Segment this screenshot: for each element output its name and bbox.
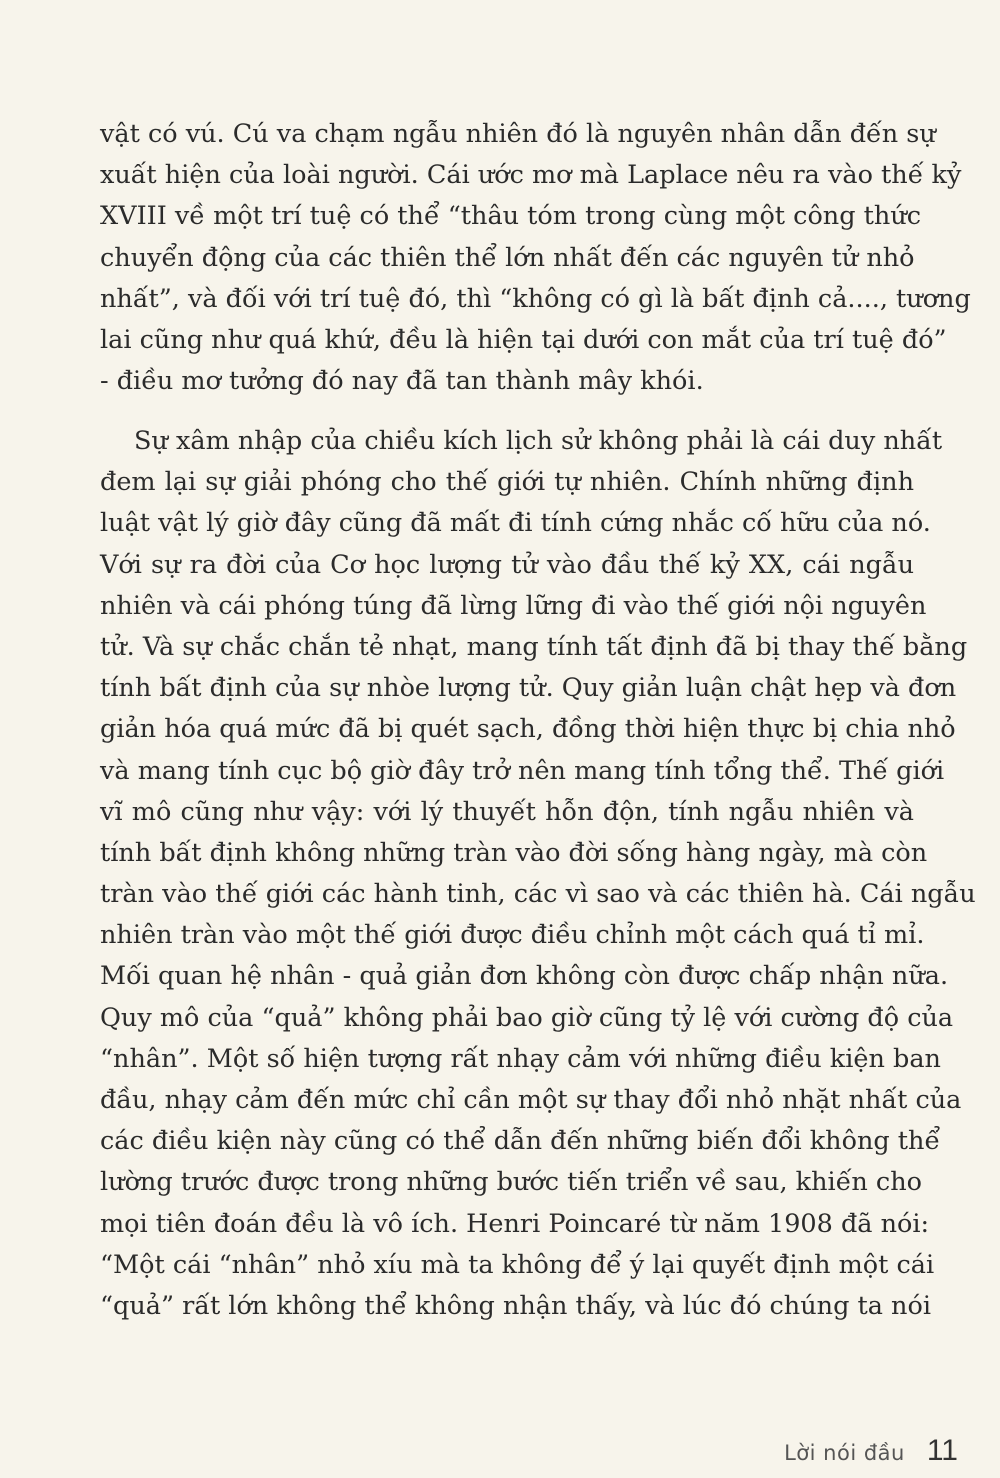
page-number: 11 bbox=[926, 1434, 958, 1467]
text-line: đầu, nhạy cảm đến mức chỉ cần một sự thay đổi nhỏ nhặt nhất của bbox=[100, 1085, 962, 1115]
text-line: lường trước được trong những bước tiến triển về sau, khiến cho bbox=[100, 1167, 922, 1198]
text-line: các điều kiện này cũng có thể dẫn đến những biến đổi không thể bbox=[100, 1126, 941, 1157]
running-footer-title: Lời nói đầu bbox=[784, 1441, 905, 1465]
text-line: nhiên và cái phóng túng đã lừng lững đi vào thế giới nội nguyên bbox=[100, 590, 927, 621]
text-line: vĩ mô cũng như vậy: với lý thuyết hỗn độn, tính ngẫu nhiên và bbox=[100, 796, 914, 827]
text-line: tử. Và sự chắc chắn tẻ nhạt, mang tính tất định đã bị thay thế bằng bbox=[100, 631, 968, 662]
text-line: “quả” rất lớn không thể không nhận thấy, và lúc đó chúng ta nói bbox=[100, 1290, 931, 1321]
text-line: “Một cái “nhân” nhỏ xíu mà ta không để ý lại quyết định một cái bbox=[100, 1249, 935, 1280]
text-line: - điều mơ tưởng đó nay đã tan thành mây khói. bbox=[100, 366, 704, 397]
text-line: “nhân”. Một số hiện tượng rất nhạy cảm với những điều kiện ban bbox=[100, 1043, 941, 1074]
text-line: Quy mô của “quả” không phải bao giờ cũng tỷ lệ với cường độ của bbox=[100, 1002, 954, 1033]
text-line: tràn vào thế giới các hành tinh, các vì sao và các thiên hà. Cái ngẫu bbox=[100, 879, 976, 910]
text-line: và mang tính cục bộ giờ đây trở nên mang tính tổng thể. Thế giới bbox=[100, 755, 945, 786]
text-line: chuyển động của các thiên thể lớn nhất đến các nguyên tử nhỏ bbox=[100, 242, 915, 273]
paragraph-1 bbox=[100, 114, 971, 402]
text-line: đem lại sự giải phóng cho thế giới tự nhiên. Chính những định bbox=[100, 467, 914, 498]
text-line: Với sự ra đời của Cơ học lượng tử vào đầu thế kỷ XX, cái ngẫu bbox=[100, 549, 914, 580]
text-line: Mối quan hệ nhân - quả giản đơn không còn được chấp nhận nữa. bbox=[100, 961, 949, 992]
text-line: lai cũng như quá khứ, đều là hiện tại dưới con mắt của trí tuệ đó” bbox=[100, 324, 947, 355]
paragraph-2 bbox=[100, 421, 976, 1327]
text-line: tính bất định của sự nhòe lượng tử. Quy giản luận chật hẹp và đơn bbox=[100, 673, 957, 704]
text-line: Sự xâm nhập của chiều kích lịch sử không phải là cái duy nhất bbox=[134, 426, 943, 456]
page-footer bbox=[784, 1434, 958, 1468]
text-line: tính bất định không những tràn vào đời sống hàng ngày, mà còn bbox=[100, 837, 928, 868]
text-line: nhiên tràn vào một thế giới được điều chỉnh một cách quá tỉ mỉ. bbox=[100, 920, 925, 951]
text-line: mọi tiên đoán đều là vô ích. Henri Poincaré từ năm 1908 đã nói: bbox=[100, 1208, 930, 1239]
text-line: luật vật lý giờ đây cũng đã mất đi tính cứng nhắc cố hữu của nó. bbox=[100, 508, 931, 539]
text-line: xuất hiện của loài người. Cái ước mơ mà Laplace nêu ra vào thế kỷ bbox=[100, 160, 962, 191]
text-line: giản hóa quá mức đã bị quét sạch, đồng thời hiện thực bị chia nhỏ bbox=[100, 714, 956, 745]
text-line: nhất”, và đối với trí tuệ đó, thì “không có gì là bất định cả...., tương bbox=[100, 283, 971, 314]
text-line: vật có vú. Cú va chạm ngẫu nhiên đó là nguyên nhân dẫn đến sự bbox=[100, 119, 936, 149]
text-line: XVIII về một trí tuệ có thể “thâu tóm trong cùng một công thức bbox=[100, 201, 922, 232]
